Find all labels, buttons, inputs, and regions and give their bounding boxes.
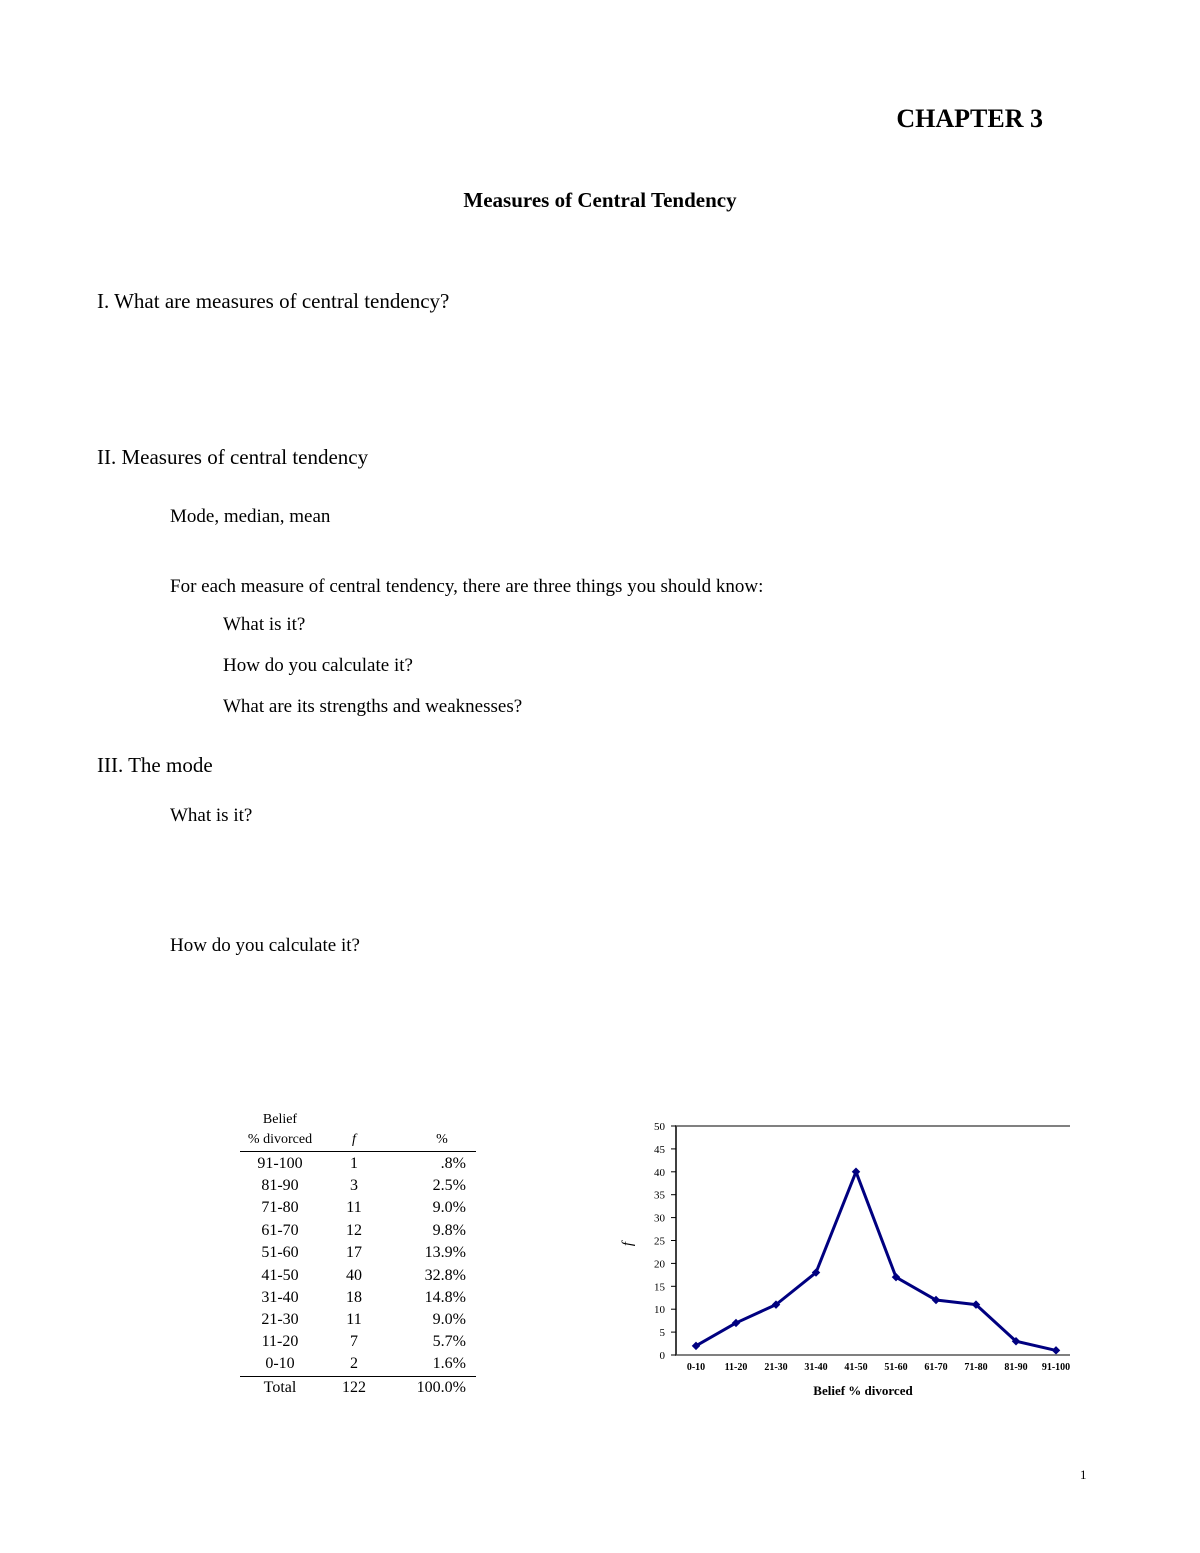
table-row bbox=[238, 1311, 478, 1333]
table-cell-percent: 13.9% bbox=[424, 1244, 466, 1261]
table-header-divorced: % divorced bbox=[247, 1132, 313, 1147]
table-cell-f: 18 bbox=[346, 1289, 362, 1306]
table-row bbox=[238, 1155, 478, 1177]
table-header-f: f bbox=[352, 1132, 356, 1147]
table-cell-range: 51-60 bbox=[261, 1244, 299, 1261]
measures-intro: For each measure of central tendency, there are three things you should know: bbox=[170, 576, 764, 597]
table-total-row bbox=[238, 1379, 478, 1401]
table-row bbox=[238, 1177, 478, 1199]
y-tick-label: 15 bbox=[654, 1281, 665, 1294]
table-total-label: Total bbox=[263, 1379, 297, 1396]
table-header-belief: Belief bbox=[262, 1112, 298, 1127]
x-tick-label: 0-10 bbox=[686, 1362, 706, 1373]
table-cell-percent: 32.8% bbox=[424, 1267, 466, 1284]
table-cell-percent: 9.0% bbox=[432, 1311, 466, 1328]
table-cell-f: 7 bbox=[350, 1333, 358, 1350]
table-row bbox=[238, 1289, 478, 1311]
table-cell-percent: 2.5% bbox=[432, 1177, 466, 1194]
page-number: 1 bbox=[1080, 1467, 1087, 1482]
table-row bbox=[238, 1222, 478, 1244]
section-3-heading: III. The mode bbox=[97, 753, 213, 777]
y-tick-label: 0 bbox=[659, 1350, 665, 1362]
table-row bbox=[238, 1244, 478, 1266]
data-point bbox=[852, 1168, 860, 1176]
table-row bbox=[238, 1333, 478, 1355]
table-cell-range: 91-100 bbox=[257, 1155, 303, 1172]
question-what: What is it? bbox=[223, 614, 306, 635]
table-cell-percent: 9.0% bbox=[432, 1199, 466, 1216]
x-tick-label: 41-50 bbox=[844, 1362, 868, 1373]
chapter-label: CHAPTER 3 bbox=[896, 104, 1043, 133]
table-row bbox=[238, 1355, 478, 1377]
data-points bbox=[692, 1168, 1060, 1355]
table-cell-range: 61-70 bbox=[261, 1222, 299, 1239]
y-tick-label: 30 bbox=[654, 1212, 665, 1225]
y-tick-label: 50 bbox=[654, 1121, 665, 1133]
section-1-heading: I. What are measures of central tendency? bbox=[97, 289, 450, 313]
y-tick-label: 10 bbox=[654, 1304, 665, 1317]
table-cell-percent: 1.6% bbox=[432, 1355, 466, 1372]
table-cell-percent: 9.8% bbox=[432, 1222, 466, 1239]
x-tick-label: 71-80 bbox=[964, 1362, 988, 1373]
table-cell-percent: 5.7% bbox=[432, 1333, 466, 1350]
y-axis bbox=[654, 1121, 676, 1362]
table-header-percent: % bbox=[436, 1132, 448, 1147]
y-tick-label: 40 bbox=[654, 1166, 665, 1179]
table-cell-range: 71-80 bbox=[261, 1199, 299, 1216]
x-tick-label: 21-30 bbox=[764, 1362, 788, 1373]
table-cell-f: 11 bbox=[346, 1311, 362, 1328]
x-tick-label: 31-40 bbox=[804, 1362, 828, 1373]
y-tick-label: 20 bbox=[654, 1258, 665, 1271]
table-cell-range: 21-30 bbox=[261, 1311, 299, 1328]
x-axis-label: Belief % divorced bbox=[813, 1383, 913, 1398]
table-total-f: 122 bbox=[342, 1379, 366, 1396]
table-cell-f: 11 bbox=[346, 1199, 362, 1216]
x-axis bbox=[687, 1362, 1070, 1373]
table-cell-range: 81-90 bbox=[261, 1177, 299, 1194]
mode-question-how: How do you calculate it? bbox=[170, 935, 360, 956]
table-cell-range: 0-10 bbox=[265, 1355, 295, 1372]
table-cell-f: 1 bbox=[350, 1155, 358, 1172]
y-tick-label: 35 bbox=[654, 1189, 665, 1202]
question-strengths: What are its strengths and weaknesses? bbox=[223, 696, 523, 717]
x-tick-label: 51-60 bbox=[884, 1362, 908, 1373]
y-tick-label: 25 bbox=[654, 1235, 665, 1248]
table-cell-f: 40 bbox=[346, 1267, 362, 1284]
y-tick-label: 5 bbox=[659, 1327, 665, 1340]
y-axis-label: f bbox=[620, 1241, 636, 1247]
table-cell-f: 12 bbox=[346, 1222, 362, 1239]
table-total-rule bbox=[240, 1376, 476, 1377]
data-point bbox=[1052, 1346, 1060, 1354]
table-cell-percent: .8% bbox=[440, 1155, 466, 1172]
page-title: Measures of Central Tendency bbox=[463, 188, 737, 212]
x-tick-label: 91-100 bbox=[1041, 1362, 1070, 1373]
mode-question-what: What is it? bbox=[170, 805, 253, 826]
table-cell-f: 2 bbox=[350, 1355, 358, 1372]
table-cell-range: 11-20 bbox=[261, 1333, 299, 1350]
series-line bbox=[696, 1172, 1056, 1351]
table-cell-range: 31-40 bbox=[261, 1289, 299, 1306]
table-header-rule bbox=[240, 1151, 476, 1152]
section-2-heading: II. Measures of central tendency bbox=[97, 445, 369, 469]
question-how: How do you calculate it? bbox=[223, 655, 413, 676]
measures-list: Mode, median, mean bbox=[170, 506, 331, 527]
table-total-percent: 100.0% bbox=[416, 1379, 466, 1396]
table-cell-f: 3 bbox=[350, 1177, 358, 1194]
table-cell-range: 41-50 bbox=[261, 1267, 299, 1284]
frequency-polygon-chart bbox=[600, 1105, 1070, 1405]
y-tick-label: 45 bbox=[654, 1143, 665, 1156]
table-cell-f: 17 bbox=[346, 1244, 362, 1261]
x-tick-label: 61-70 bbox=[924, 1362, 948, 1373]
table-row bbox=[238, 1199, 478, 1221]
x-tick-label: 11-20 bbox=[724, 1362, 748, 1373]
table-cell-percent: 14.8% bbox=[424, 1289, 466, 1306]
x-tick-label: 81-90 bbox=[1004, 1362, 1028, 1373]
table-row bbox=[238, 1267, 478, 1289]
